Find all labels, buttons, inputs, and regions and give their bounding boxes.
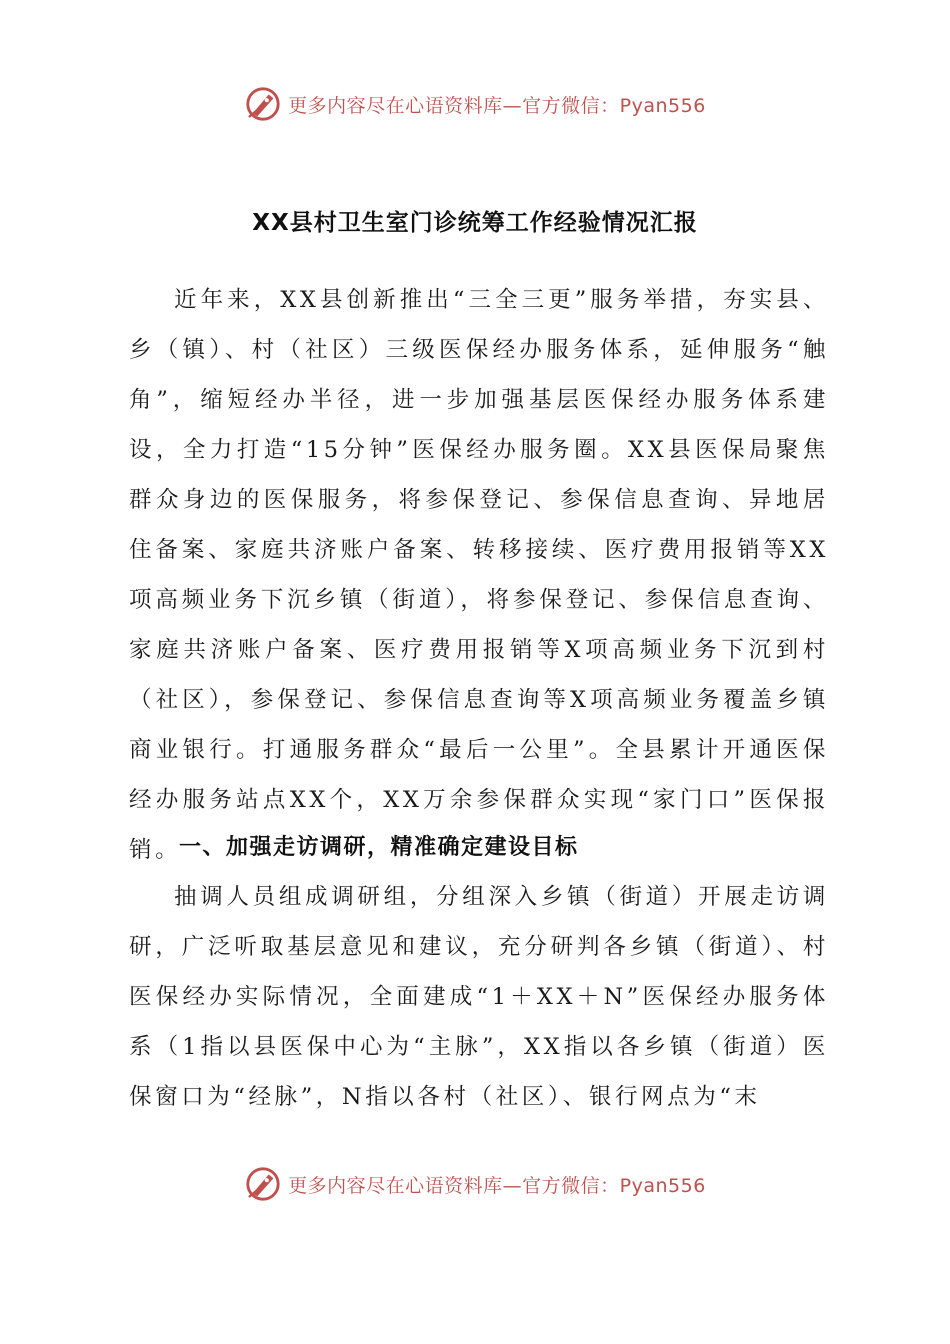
pen-nib-logo-icon — [244, 85, 282, 123]
header-watermark — [0, 82, 950, 126]
watermark-text: 更多内容尽在心语资料库—官方微信：Pyan556 — [288, 94, 706, 117]
document-title: XX县村卫生室门诊统筹工作经验情况汇报 — [252, 210, 698, 236]
watermark-text: 更多内容尽在心语资料库—官方微信：Pyan556 — [288, 1174, 706, 1197]
pen-nib-logo-icon — [244, 1165, 282, 1203]
intro-paragraph: 近年来，XX县创新推出“三全三更”服务举措，夯实县、乡（镇）、村（社区）三级医保经办服务体系，延伸服务“触角”，缩短经办半径，进一步加强基层医保经办服务体系建设，全力打造“15分钟”医保经办服务圈。XX县医保局聚焦群众身边的医保服务，将参保登记、参保信息查询、异地居住备案、家庭共济账户备案、转移接续、医疗费用报销等XX项高频业务下沉乡镇（街道），将参保登记、参保信息查询、家庭共济账户备案、医疗费用报销等X项高频业务下沉到村（社区），参保登记、参保信息查询等X项高频业务覆盖乡镇商业银行。打通服务群众“最后一公里”。全县累计开通医保经办服务站点XX个，XX万余参保群众实现“家门口”医保报销。 — [129, 287, 829, 863]
section-heading-1: 一、加强走访调研，精准确定建设目标 — [179, 835, 579, 860]
section-1-paragraph: 抽调人员组成调研组，分组深入乡镇（街道）开展走访调研，广泛听取基层意见和建议，充分研判各乡镇（街道）、村医保经办实际情况，全面建成“1＋XX＋N”医保经办服务体系（1指以县医保中心为“主脉”，XX指以各乡镇（街道）医保窗口为“经脉”，N指以各村（社区）、银行网点为“末 — [129, 884, 829, 1110]
footer-watermark — [0, 1162, 950, 1206]
